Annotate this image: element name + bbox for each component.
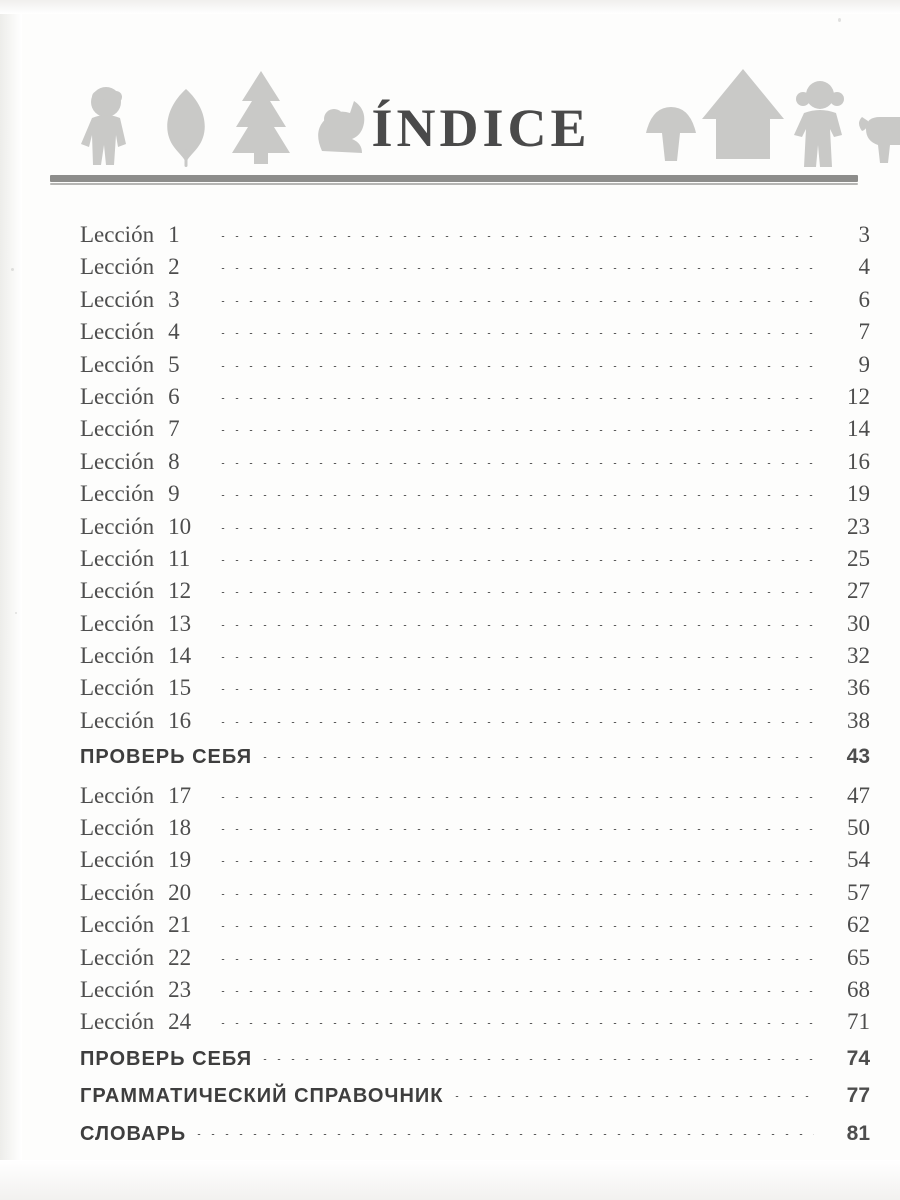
toc-dot-leader <box>216 689 814 690</box>
toc-entry-row[interactable] <box>80 384 870 416</box>
toc-page-number: 77 <box>846 1084 870 1108</box>
toc-entry-number: 7 <box>168 416 180 442</box>
toc-entry-title: Lección <box>80 416 155 442</box>
toc-page-number: 36 <box>847 675 870 701</box>
toc-entry-label <box>80 912 210 938</box>
toc-dot-leader <box>258 1059 814 1060</box>
toc-entry-row[interactable] <box>80 546 870 578</box>
toc-entry-label <box>80 384 210 410</box>
toc-entry-title: Lección <box>80 578 155 604</box>
toc-section-row[interactable] <box>80 1047 870 1079</box>
toc-page-number: 30 <box>847 610 870 636</box>
girl-figure-icon <box>788 79 852 175</box>
toc-entry-title: Lección <box>80 707 155 733</box>
toc-page-number: 12 <box>847 383 870 409</box>
squirrel-icon <box>308 93 374 167</box>
toc-dot-leader <box>258 757 814 758</box>
toc-entry-title: Lección <box>80 481 155 507</box>
toc-entry-number: 3 <box>168 286 180 312</box>
toc-entry-number: 21 <box>168 912 192 938</box>
toc-entry-number: 12 <box>168 578 192 604</box>
toc-entry-row[interactable] <box>80 611 870 643</box>
toc-dot-leader <box>216 236 814 237</box>
toc-page-number: 19 <box>847 481 870 507</box>
toc-entry-title: Lección <box>80 1009 155 1035</box>
toc-entry-label <box>80 254 210 280</box>
toc-entry-title: Lección <box>80 383 155 409</box>
toc-entry-label <box>80 481 210 507</box>
toc-entry-number: 17 <box>168 782 192 808</box>
toc-entry-title: ГРАММАТИЧЕСКИЙ СПРАВОЧНИК <box>80 1085 444 1108</box>
toc-dot-leader <box>216 991 814 992</box>
toc-entry-title: Lección <box>80 610 155 636</box>
toc-entry-label <box>80 416 210 442</box>
toc-section-row[interactable] <box>80 1122 870 1154</box>
toc-dot-leader <box>216 366 814 367</box>
toc-page-number: 32 <box>847 643 870 669</box>
toc-entry-label <box>80 611 210 637</box>
toc-entry-label <box>80 746 252 769</box>
toc-dot-leader <box>216 560 814 561</box>
toc-page-number: 9 <box>858 351 870 377</box>
toc-page-number: 23 <box>847 513 870 539</box>
dog-icon <box>856 105 900 171</box>
child-figure-icon <box>72 85 152 174</box>
toc-page-number: 43 <box>846 745 870 769</box>
toc-entry-row[interactable] <box>80 783 870 815</box>
toc-entry-row[interactable] <box>80 578 870 610</box>
toc-entry-title: Lección <box>80 286 155 312</box>
toc-dot-leader <box>216 829 814 830</box>
scan-speck <box>11 268 14 271</box>
toc-dot-leader <box>216 592 814 593</box>
toc-entry-row[interactable] <box>80 708 870 740</box>
toc-entry-title: ПРОВЕРЬ СЕБЯ <box>80 746 253 769</box>
toc-page-number: 47 <box>847 782 870 808</box>
toc-entry-title: Lección <box>80 976 155 1002</box>
page-edge-shadow-top <box>0 0 900 14</box>
mushroom-icon <box>642 103 700 171</box>
toc-entry-number: 11 <box>168 545 191 571</box>
toc-dot-leader <box>216 1023 814 1024</box>
toc-page-number: 62 <box>847 912 870 938</box>
toc-page-number: 54 <box>847 847 870 873</box>
toc-entry-row[interactable] <box>80 815 870 847</box>
toc-entry-title: Lección <box>80 782 155 808</box>
toc-entry-label <box>80 977 210 1003</box>
toc-entry-number: 8 <box>168 448 180 474</box>
toc-entry-title: СЛОВАРЬ <box>80 1122 187 1145</box>
toc-entry-number: 22 <box>168 944 192 970</box>
toc-dot-leader <box>216 268 814 269</box>
toc-entry-row[interactable] <box>80 449 870 481</box>
scan-speck <box>15 612 17 614</box>
toc-entry-title: Lección <box>80 351 155 377</box>
toc-entry-label <box>80 815 210 841</box>
toc-entry-number: 13 <box>168 610 192 636</box>
toc-dot-leader <box>216 722 814 723</box>
page-header <box>50 55 860 185</box>
toc-entry-row[interactable] <box>80 254 870 286</box>
toc-page-number: 71 <box>847 1009 870 1035</box>
toc-entry-number: 10 <box>168 513 192 539</box>
toc-dot-leader <box>216 528 814 529</box>
leaf-icon <box>156 87 216 173</box>
toc-entry-row[interactable] <box>80 847 870 879</box>
toc-dot-leader <box>216 797 814 798</box>
toc-dot-leader <box>216 430 814 431</box>
toc-entry-row[interactable] <box>80 643 870 675</box>
toc-entry-title: Lección <box>80 675 155 701</box>
toc-entry-label <box>80 287 210 313</box>
toc-entry-number: 19 <box>168 847 192 873</box>
toc-entry-title: Lección <box>80 319 155 345</box>
toc-entry-title: Lección <box>80 545 155 571</box>
toc-entry-row[interactable] <box>80 675 870 707</box>
toc-section-row[interactable] <box>80 745 870 777</box>
toc-entry-row[interactable] <box>80 416 870 448</box>
toc-entry-label <box>80 708 210 734</box>
toc-entry-label <box>80 1085 444 1108</box>
toc-entry-row[interactable] <box>80 945 870 977</box>
toc-entry-number: 23 <box>168 976 192 1002</box>
toc-entry-row[interactable] <box>80 481 870 513</box>
toc-entry-row[interactable] <box>80 287 870 319</box>
toc-dot-leader <box>216 894 814 895</box>
toc-dot-leader <box>216 657 814 658</box>
toc-entry-number: 24 <box>168 1009 192 1035</box>
toc-entry-title: Lección <box>80 944 155 970</box>
toc-entry-label <box>80 945 210 971</box>
toc-dot-leader <box>192 1134 814 1135</box>
toc-page-number: 4 <box>858 254 870 280</box>
toc-page-number: 14 <box>847 416 870 442</box>
toc-page-number: 3 <box>858 222 870 247</box>
table-of-contents <box>80 222 870 1159</box>
toc-entry-number: 20 <box>168 879 192 905</box>
toc-entry-row[interactable] <box>80 880 870 912</box>
toc-page-number: 16 <box>847 448 870 474</box>
toc-entry-row[interactable] <box>80 977 870 1009</box>
toc-entry-number: 6 <box>168 383 180 409</box>
toc-entry-label <box>80 319 210 345</box>
toc-entry-label <box>80 880 210 906</box>
toc-entry-label <box>80 449 210 475</box>
christmas-tree-icon <box>220 69 302 173</box>
toc-entry-label <box>80 847 210 873</box>
toc-dot-leader <box>216 495 814 496</box>
toc-entry-number: 18 <box>168 815 192 841</box>
header-divider <box>50 175 858 182</box>
toc-entry-title: Lección <box>80 254 155 280</box>
toc-entry-number: 2 <box>168 254 180 280</box>
toc-page-number: 74 <box>846 1046 870 1070</box>
toc-entry-number: 5 <box>168 351 180 377</box>
page-title: ÍNDICE <box>371 98 591 158</box>
toc-entry-number: 9 <box>168 481 180 507</box>
toc-entry-title: Lección <box>80 815 155 841</box>
toc-entry-number: 14 <box>168 643 192 669</box>
toc-entry-label <box>80 352 210 378</box>
toc-page-number: 50 <box>847 815 870 841</box>
toc-entry-row[interactable] <box>80 222 870 254</box>
toc-page-number: 38 <box>847 707 870 733</box>
toc-page-number: 65 <box>847 944 870 970</box>
toc-entry-label <box>80 514 210 540</box>
toc-entry-title: Lección <box>80 912 155 938</box>
toc-entry-row[interactable] <box>80 1009 870 1041</box>
header-divider-thin <box>50 183 858 185</box>
toc-entry-title: Lección <box>80 513 155 539</box>
toc-entry-title: Lección <box>80 643 155 669</box>
toc-entry-label <box>80 1048 252 1071</box>
house-icon <box>700 67 786 171</box>
toc-entry-number: 4 <box>168 319 180 345</box>
toc-entry-label <box>80 222 210 248</box>
toc-page-number: 27 <box>847 578 870 604</box>
toc-dot-leader <box>216 926 814 927</box>
toc-page-number: 81 <box>846 1121 870 1145</box>
toc-entry-row[interactable] <box>80 352 870 384</box>
toc-entry-label <box>80 1009 210 1035</box>
toc-entry-label <box>80 1123 186 1146</box>
toc-entry-row[interactable] <box>80 319 870 351</box>
toc-entry-number: 1 <box>168 222 180 247</box>
toc-entry-number: 15 <box>168 675 192 701</box>
toc-entry-row[interactable] <box>80 912 870 944</box>
toc-entry-title: Lección <box>80 222 155 247</box>
scan-speck <box>838 18 841 22</box>
page-edge-shadow-left <box>0 0 22 1200</box>
toc-dot-leader <box>216 333 814 334</box>
toc-entry-label <box>80 783 210 809</box>
toc-page-number: 25 <box>847 545 870 571</box>
toc-dot-leader <box>450 1096 815 1097</box>
toc-entry-title: Lección <box>80 448 155 474</box>
toc-section-row[interactable] <box>80 1084 870 1116</box>
toc-entry-row[interactable] <box>80 514 870 546</box>
toc-entry-title: Lección <box>80 847 155 873</box>
toc-entry-label <box>80 675 210 701</box>
toc-page-number: 7 <box>858 319 870 345</box>
toc-entry-title: Lección <box>80 879 155 905</box>
toc-dot-leader <box>216 398 814 399</box>
toc-page-number: 6 <box>858 286 870 312</box>
toc-dot-leader <box>216 301 814 302</box>
toc-dot-leader <box>216 861 814 862</box>
toc-entry-label <box>80 546 210 572</box>
toc-dot-leader <box>216 959 814 960</box>
toc-entry-title: ПРОВЕРЬ СЕБЯ <box>80 1047 253 1070</box>
toc-entry-label <box>80 578 210 604</box>
toc-page-number: 57 <box>847 879 870 905</box>
page-edge-shadow-bottom <box>0 1160 900 1200</box>
toc-entry-label <box>80 643 210 669</box>
toc-dot-leader <box>216 625 814 626</box>
toc-entry-number: 16 <box>168 707 192 733</box>
toc-page-number: 68 <box>847 976 870 1002</box>
toc-dot-leader <box>216 463 814 464</box>
